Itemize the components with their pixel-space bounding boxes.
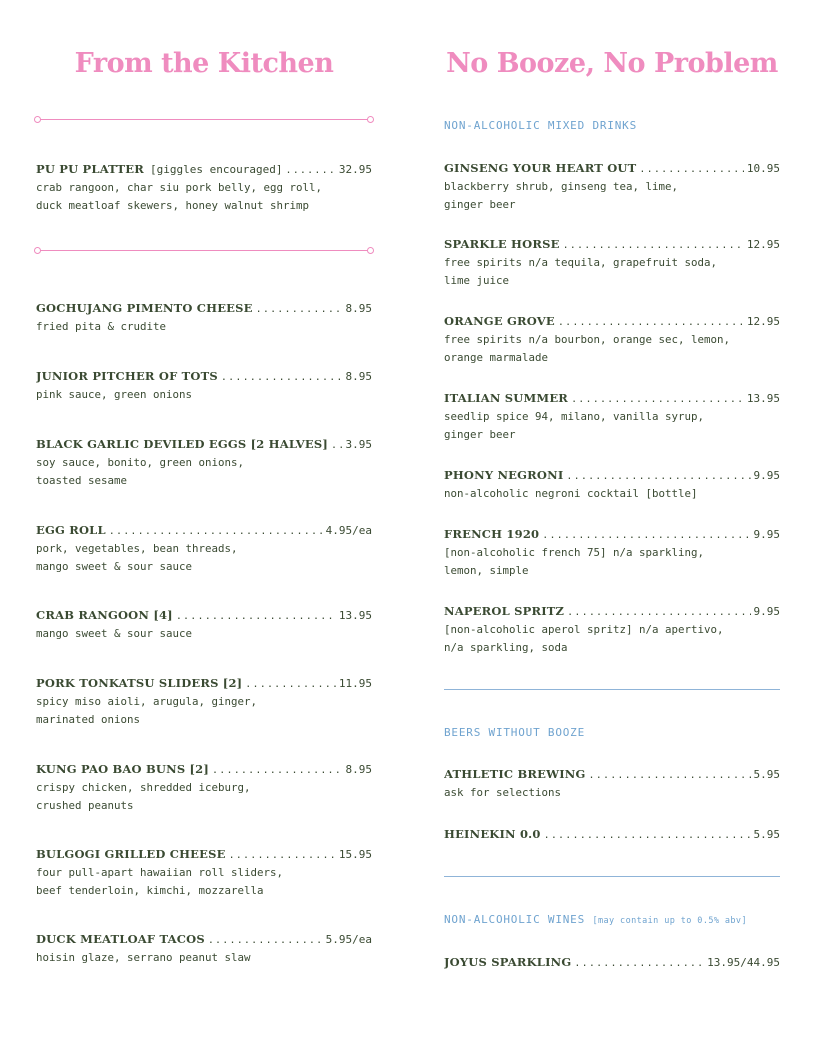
item-description: free spirits n/a tequila, grapefruit soda, lime juice bbox=[444, 256, 718, 287]
kitchen-heading: From the Kitchen bbox=[74, 48, 334, 79]
menu-item bbox=[36, 437, 372, 489]
item-name: HEINEKIN 0.0 bbox=[444, 827, 541, 841]
item-description: pink sauce, green onions bbox=[36, 388, 193, 401]
dot-leader bbox=[563, 240, 744, 251]
item-price: 5.95/ea bbox=[325, 933, 372, 946]
blue-divider bbox=[444, 876, 780, 877]
item-description: ask for selections bbox=[444, 786, 562, 799]
menu-item bbox=[444, 527, 780, 579]
section-title-mixed-drinks: NON-ALCOHOLIC MIXED DRINKS bbox=[444, 119, 637, 132]
dot-leader bbox=[589, 770, 751, 781]
menu-item bbox=[444, 827, 780, 841]
item-name: NAPEROL SPRITZ bbox=[444, 604, 565, 618]
dot-leader bbox=[639, 164, 743, 175]
item-price: 11.95 bbox=[338, 677, 372, 690]
item-description: [non-alcoholic aperol spritz] n/a apertivo, n/a sparkling, soda bbox=[444, 623, 724, 654]
dot-leader bbox=[574, 958, 704, 969]
item-price: 5.95 bbox=[753, 828, 780, 841]
menu-item bbox=[36, 608, 372, 643]
dot-leader bbox=[245, 679, 336, 690]
blue-divider bbox=[444, 689, 780, 690]
item-price: 8.95 bbox=[345, 763, 372, 776]
item-name: FRENCH 1920 bbox=[444, 527, 540, 541]
dot-leader bbox=[229, 850, 336, 861]
item-description: spicy miso aioli, arugula, ginger, marinated onions bbox=[36, 695, 258, 726]
item-name: PU PU PLATTER bbox=[36, 162, 145, 176]
item-name: JOYUS SPARKLING bbox=[444, 955, 572, 969]
section-title-beers: BEERS WITHOUT BOOZE bbox=[444, 726, 586, 739]
item-price: 13.95/44.95 bbox=[707, 956, 780, 969]
item-price: 9.95 bbox=[753, 605, 780, 618]
item-name: GOCHUJANG PIMENTO CHEESE bbox=[36, 301, 253, 315]
item-name: BULGOGI GRILLED CHEESE bbox=[36, 847, 226, 861]
dot-leader bbox=[212, 765, 342, 776]
item-description: [non-alcoholic french 75] n/a sparkling, lemon, simple bbox=[444, 546, 705, 577]
dot-leader bbox=[567, 607, 750, 618]
item-name: KUNG PAO BAO BUNS [2] bbox=[36, 762, 210, 776]
dot-leader bbox=[256, 304, 343, 315]
item-price: 32.95 bbox=[338, 163, 372, 176]
menu-item bbox=[36, 762, 372, 814]
menu-item bbox=[444, 391, 780, 443]
item-name: JUNIOR PITCHER OF TOTS bbox=[36, 369, 218, 383]
item-description: mango sweet & sour sauce bbox=[36, 627, 193, 640]
item-description: seedlip spice 94, milano, vanilla syrup, ginger beer bbox=[444, 410, 705, 441]
item-price: 15.95 bbox=[338, 848, 372, 861]
menu-item bbox=[36, 932, 372, 967]
dot-leader bbox=[566, 471, 750, 482]
drinks-heading: No Booze, No Problem bbox=[446, 48, 778, 79]
item-name: ORANGE GROVE bbox=[444, 314, 555, 328]
item-price: 12.95 bbox=[746, 238, 780, 251]
item-name: BLACK GARLIC DEVILED EGGS [2 HALVES] bbox=[36, 437, 328, 451]
item-price: 12.95 bbox=[746, 315, 780, 328]
item-note: [giggles encouraged] bbox=[150, 163, 283, 176]
item-description: crab rangoon, char siu pork belly, egg roll, duck meatloaf skewers, honey walnut shrimp bbox=[36, 181, 323, 212]
dot-leader bbox=[285, 165, 335, 176]
item-description: pork, vegetables, bean threads, mango sweet & sour sauce bbox=[36, 542, 238, 573]
item-name: EGG ROLL bbox=[36, 523, 106, 537]
menu-item bbox=[444, 604, 780, 656]
item-name: ITALIAN SUMMER bbox=[444, 391, 569, 405]
item-name: CRAB RANGOON [4] bbox=[36, 608, 173, 622]
item-description: fried pita & crudite bbox=[36, 320, 167, 333]
item-name: GINSENG YOUR HEART OUT bbox=[444, 161, 637, 175]
menu-item bbox=[444, 237, 780, 289]
menu-item bbox=[36, 676, 372, 728]
pink-divider bbox=[36, 116, 372, 124]
menu-item bbox=[444, 955, 780, 969]
dot-leader bbox=[109, 526, 323, 537]
item-price: 9.95 bbox=[753, 528, 780, 541]
item-description: blackberry shrub, ginseng tea, lime, ginger beer bbox=[444, 180, 679, 211]
dot-leader bbox=[558, 317, 744, 328]
item-description: free spirits n/a bourbon, orange sec, lemon, orange marmalade bbox=[444, 333, 731, 364]
menu-item bbox=[36, 523, 372, 575]
item-description: crispy chicken, shredded iceburg, crushed peanuts bbox=[36, 781, 251, 812]
item-name: SPARKLE HORSE bbox=[444, 237, 560, 251]
item-price: 4.95/ea bbox=[325, 524, 372, 537]
item-description: hoisin glaze, serrano peanut slaw bbox=[36, 951, 251, 964]
menu-item bbox=[444, 314, 780, 366]
item-price: 13.95 bbox=[338, 609, 372, 622]
menu-item bbox=[444, 767, 780, 802]
menu-item bbox=[36, 369, 372, 404]
dot-leader bbox=[176, 611, 336, 622]
item-price: 3.95 bbox=[345, 438, 372, 451]
item-price: 9.95 bbox=[753, 469, 780, 482]
dot-leader bbox=[544, 830, 751, 841]
item-description: soy sauce, bonito, green onions, toasted sesame bbox=[36, 456, 245, 487]
menu-item-pu-pu-platter bbox=[36, 162, 372, 214]
menu-item bbox=[444, 468, 780, 503]
item-price: 8.95 bbox=[345, 302, 372, 315]
item-description: non-alcoholic negroni cocktail [bottle] bbox=[444, 487, 698, 500]
item-name: ATHLETIC BREWING bbox=[444, 767, 586, 781]
item-price: 8.95 bbox=[345, 370, 372, 383]
dot-leader bbox=[331, 440, 343, 451]
menu-item bbox=[36, 301, 372, 336]
dot-leader bbox=[571, 394, 744, 405]
dot-leader bbox=[221, 372, 343, 383]
item-description: four pull-apart hawaiian roll sliders, beef tenderloin, kimchi, mozzarella bbox=[36, 866, 284, 897]
item-price: 5.95 bbox=[753, 768, 780, 781]
dot-leader bbox=[208, 935, 323, 946]
item-name: PORK TONKATSU SLIDERS [2] bbox=[36, 676, 243, 690]
item-price: 13.95 bbox=[746, 392, 780, 405]
menu-item bbox=[444, 161, 780, 213]
pink-divider bbox=[36, 247, 372, 255]
section-title-text: NON-ALCOHOLIC WINES bbox=[444, 913, 586, 926]
menu-item bbox=[36, 847, 372, 899]
section-title-wines bbox=[444, 913, 747, 926]
dot-leader bbox=[542, 530, 750, 541]
section-title-note: [may contain up to 0.5% abv] bbox=[592, 916, 747, 926]
item-price: 10.95 bbox=[746, 162, 780, 175]
item-name: PHONY NEGRONI bbox=[444, 468, 564, 482]
item-name: DUCK MEATLOAF TACOS bbox=[36, 932, 205, 946]
